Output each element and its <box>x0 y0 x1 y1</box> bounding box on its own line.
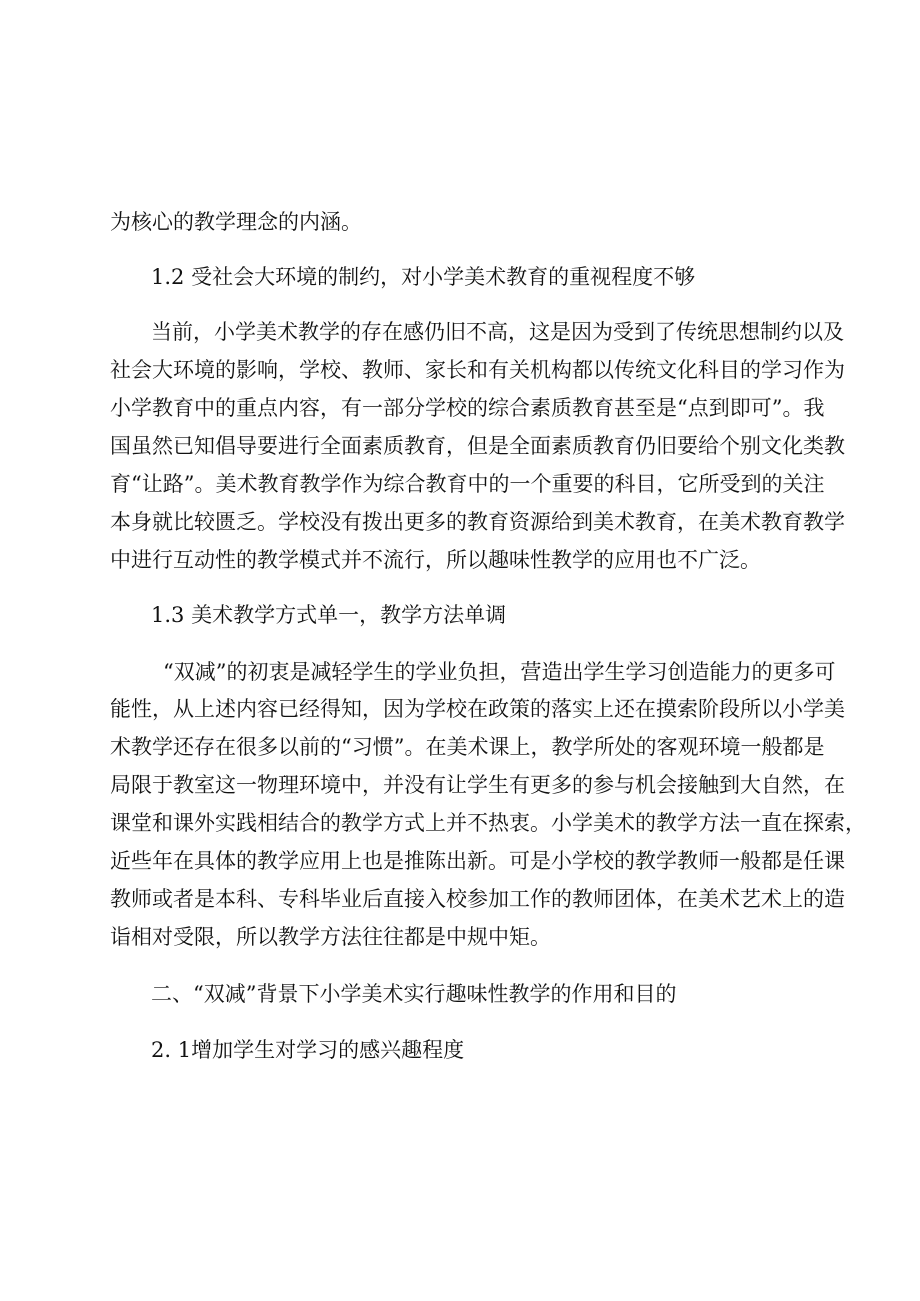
paragraph-line: 中进行互动性的教学模式并不流行，所以趣味性教学的应用也不广泛。 <box>110 548 761 572</box>
paragraph-line: 国虽然已知倡导要进行全面素质教育，但是全面素质教育仍旧要给个别文化类教 <box>110 434 845 458</box>
paragraph-continuation-line: 为核心的教学理念的内涵。 <box>110 210 362 234</box>
paragraph-line: 本身就比较匮乏。学校没有拨出更多的教育资源给到美术教育，在美术教育教学 <box>110 510 845 534</box>
section-heading-2: 二、“双减”背景下小学美术实行趣味性教学的作用和目的 <box>151 982 677 1006</box>
paragraph-line: 能性，从上述内容已经得知，因为学校在政策的落实上还在摸索阶段所以小学美 <box>110 697 845 721</box>
paragraph-line: 当前，小学美术教学的存在感仍旧不高，这是因为受到了传统思想制约以及 <box>151 320 844 344</box>
paragraph-line: 小学教育中的重点内容，有一部分学校的综合素质教育甚至是“点到即可”。我 <box>110 396 825 420</box>
paragraph-line: 社会大环境的影响，学校、教师、家长和有关机构都以传统文化科目的学习作为 <box>110 358 845 382</box>
paragraph-line: “双减”的初衷是减轻学生的学业负担，营造出学生学习创造能力的更多可 <box>163 660 836 684</box>
paragraph-line: 术教学还存在很多以前的“习惯”。在美术课上，教学所处的客观环境一般都是 <box>110 735 825 759</box>
paragraph-line: 课堂和课外实践相结合的教学方式上并不热衷。小学美术的教学方法一直在探索， <box>110 811 866 835</box>
section-heading-1-2: 1.2 受社会大环境的制约，对小学美术教育的重视程度不够 <box>151 265 696 289</box>
section-heading-1-3: 1.3 美术教学方式单一，教学方法单调 <box>151 603 507 627</box>
paragraph-line: 育“让路”。美术教育教学作为综合教育中的一个重要的科目，它所受到的关注 <box>110 472 825 496</box>
section-heading-2-1: 2. 1增加学生对学习的感兴趣程度 <box>151 1038 465 1062</box>
paragraph-line: 近些年在具体的教学应用上也是推陈出新。可是小学校的教学教师一般都是任课 <box>110 849 845 873</box>
paragraph-line: 局限于教室这一物理环境中，并没有让学生有更多的参与机会接触到大自然，在 <box>110 773 845 797</box>
paragraph-line: 教师或者是本科、专科毕业后直接入校参加工作的教师团体，在美术艺术上的造 <box>110 887 845 911</box>
paragraph-line: 诣相对受限，所以教学方法往往都是中规中矩。 <box>110 925 551 949</box>
